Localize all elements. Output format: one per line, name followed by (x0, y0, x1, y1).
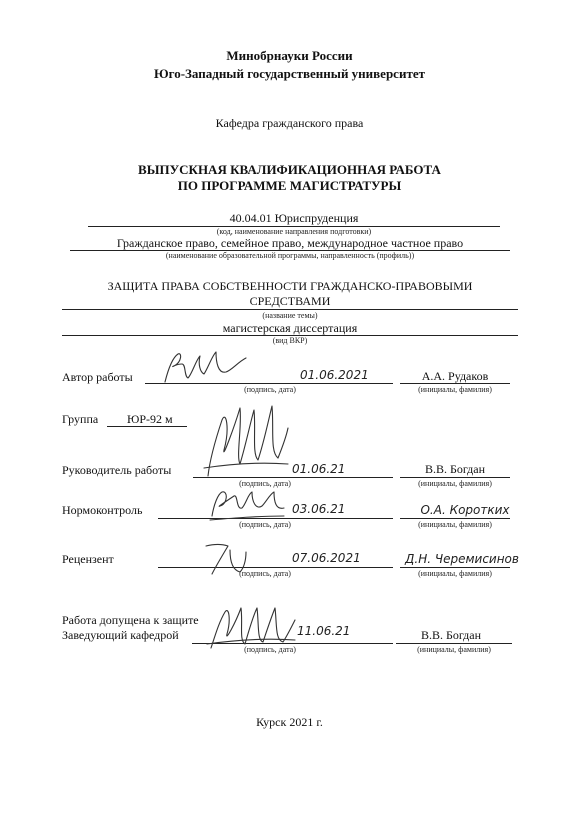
admission-name-caption: (инициалы, фамилия) (417, 645, 491, 654)
topic-caption: (название темы) (262, 311, 318, 320)
work-title-line2: ПО ПРОГРАММЕ МАГИСТРАТУРЫ (177, 178, 402, 193)
reviewer-sign-caption: (подпись, дата) (239, 569, 291, 578)
author-name-caption: (инициалы, фамилия) (418, 385, 492, 394)
author-label: Автор работы (62, 370, 133, 384)
admission-sign-caption: (подпись, дата) (244, 645, 296, 654)
supervisor-name-line (400, 477, 510, 478)
normcontrol-date: 03.06.21 (292, 502, 346, 516)
supervisor-sign-caption: (подпись, дата) (239, 479, 291, 488)
profile-value: Гражданское право, семейное право, международное частное право (116, 236, 464, 250)
group-label: Группа (62, 412, 99, 426)
author-date: 01.06.2021 (300, 368, 369, 382)
supervisor-signature (200, 398, 290, 480)
topic-line1: ЗАЩИТА ПРАВА СОБСТВЕННОСТИ ГРАЖДАНСКО-ПРАВОВЫМИ (107, 279, 473, 293)
profile-caption: (наименование образовательной программы, направленность (профиль)) (165, 251, 415, 260)
head-of-department-label: Заведующий кафедрой (62, 628, 179, 642)
author-signature (160, 350, 250, 386)
reviewer-name-line (400, 567, 510, 568)
normcontrol-label: Нормоконтроль (62, 503, 143, 517)
supervisor-name-caption: (инициалы, фамилия) (418, 479, 492, 488)
direction-caption: (код, наименование направления подготовки) (216, 227, 372, 236)
topic-line2: СРЕДСТВАМИ (249, 294, 331, 308)
author-sign-caption: (подпись, дата) (244, 385, 296, 394)
university-name: Юго-Западный государственный университет (154, 66, 425, 81)
author-name-line (400, 383, 510, 384)
normcontrol-signature (208, 484, 286, 524)
normcontrol-name: О.А. Коротких (420, 503, 510, 517)
reviewer-label: Рецензент (62, 552, 114, 566)
normcontrol-name-line (400, 518, 510, 519)
reviewer-name: Д.Н. Черемисинов (405, 552, 519, 566)
reviewer-date: 07.06.2021 (292, 551, 361, 565)
admission-name-line (396, 643, 512, 644)
reviewer-sign-line (158, 567, 393, 568)
supervisor-label: Руководитель работы (62, 463, 172, 477)
department-name: Кафедра гражданского права (215, 116, 364, 130)
group-value: ЮР-92 м (127, 412, 173, 426)
author-name: А.А. Рудаков (421, 369, 489, 383)
topic-underline (62, 309, 518, 310)
supervisor-name: В.В. Богдан (424, 462, 486, 476)
reviewer-name-caption: (инициалы, фамилия) (418, 569, 492, 578)
direction-value: 40.04.01 Юриспруденция (229, 211, 359, 225)
work-type-caption: (вид ВКР) (272, 336, 308, 345)
normcontrol-sign-caption: (подпись, дата) (239, 520, 291, 529)
normcontrol-name-caption: (инициалы, фамилия) (418, 520, 492, 529)
admission-label: Работа допущена к защите (62, 613, 199, 627)
ministry-name: Минобрнауки России (226, 48, 353, 63)
admission-date: 11.06.21 (297, 624, 351, 638)
work-type-value: магистерская диссертация (222, 321, 358, 335)
supervisor-date: 01.06.21 (292, 462, 346, 476)
admission-name: В.В. Богдан (420, 628, 482, 642)
group-underline (107, 426, 187, 427)
city-year: Курск 2021 г. (256, 715, 323, 729)
work-title-line1: ВЫПУСКНАЯ КВАЛИФИКАЦИОННАЯ РАБОТА (138, 162, 441, 177)
